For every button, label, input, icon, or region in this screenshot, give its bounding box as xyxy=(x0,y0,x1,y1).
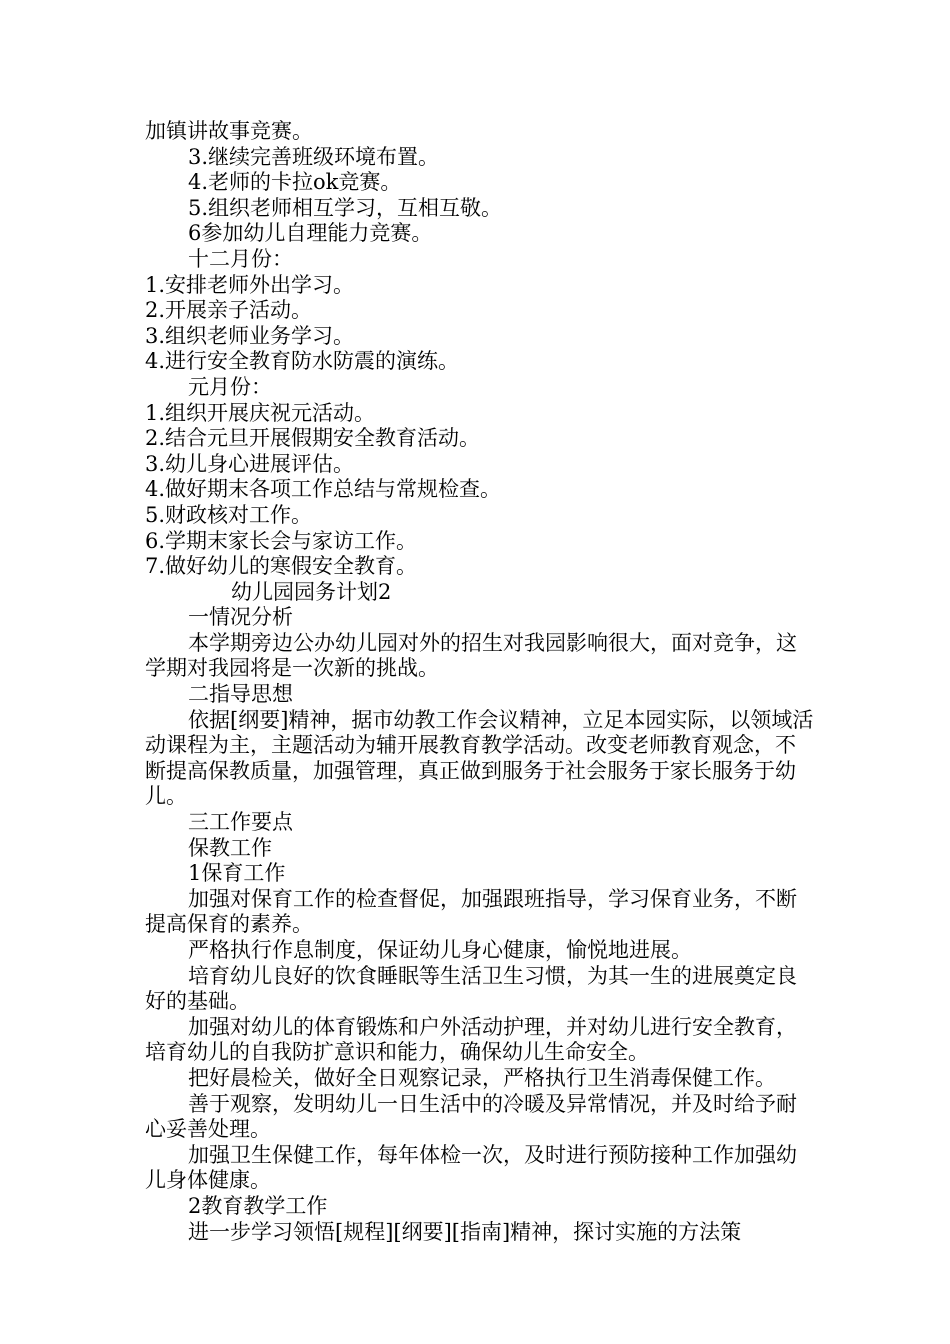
paragraph: 加镇讲故事竞赛。 xyxy=(145,119,313,143)
paragraph: 培育幼儿良好的饮食睡眠等生活卫生习惯，为其一生的进展奠定良好的基础。 xyxy=(145,963,797,1014)
paragraph: 5.财政核对工作。 xyxy=(145,502,313,527)
paragraph: 3.组织老师业务学习。 xyxy=(145,323,355,348)
paragraph: 本学期旁边公办幼儿园对外的招生对我园影响很大，面对竞争，这学期对我园将是一次新的挑战。 xyxy=(145,630,797,681)
paragraph: 二指导思想 xyxy=(188,682,293,707)
paragraph: 严格执行作息制度，保证幼儿身心健康，愉悦地进展。 xyxy=(188,938,692,962)
paragraph: 4.进行安全教育防水防震的演练。 xyxy=(145,349,460,374)
paragraph: 三工作要点 xyxy=(188,810,293,835)
paragraph: 4.老师的卡拉ok竞赛。 xyxy=(188,170,402,195)
paragraph: 元月份： xyxy=(188,374,272,399)
paragraph: 十二月份： xyxy=(188,246,293,271)
paragraph: 保教工作 xyxy=(188,835,272,860)
paragraph: 1.安排老师外出学习。 xyxy=(145,272,355,297)
paragraph: 2.结合元旦开展假期安全教育活动。 xyxy=(145,426,481,451)
paragraph: 6.学期末家长会与家访工作。 xyxy=(145,528,418,553)
paragraph: 3.幼儿身心进展评估。 xyxy=(145,451,355,476)
paragraph: 加强对保育工作的检查督促，加强跟班指导，学习保育业务，不断提高保育的素养。 xyxy=(145,886,797,937)
paragraph: 1.组织开展庆祝元活动。 xyxy=(145,400,376,425)
paragraph: 2.开展亲子活动。 xyxy=(145,298,313,323)
paragraph: 一情况分析 xyxy=(188,605,293,630)
paragraph: 3.继续完善班级环境布置。 xyxy=(188,144,440,169)
paragraph: 6参加幼儿自理能力竞赛。 xyxy=(188,221,433,246)
paragraph: 4.做好期末各项工作总结与常规检查。 xyxy=(145,477,502,502)
paragraph: 加强对幼儿的体育锻炼和户外活动护理，并对幼儿进行安全教育，培育幼儿的自我防扩意识和能力，确保幼儿生命安全。 xyxy=(145,1014,797,1065)
document-body xyxy=(145,119,815,1245)
paragraph: 5.组织老师相互学习，互相互敬。 xyxy=(188,195,503,220)
paragraph: 进一步学习领悟[规程][纲要][指南]精神，探讨实施的方法策 xyxy=(188,1219,742,1244)
paragraph: 7.做好幼儿的寒假安全教育。 xyxy=(145,554,418,579)
paragraph: 1保育工作 xyxy=(188,861,286,886)
section-title: 幼儿园园务计划2 xyxy=(231,579,392,604)
paragraph: 善于观察，发明幼儿一日生活中的冷暖及异常情况，并及时给予耐心妥善处理。 xyxy=(145,1091,797,1142)
paragraph: 把好晨检关，做好全日观察记录，严格执行卫生消毒保健工作。 xyxy=(188,1065,776,1090)
paragraph: 2教育教学工作 xyxy=(188,1193,328,1218)
paragraph: 加强卫生保健工作，每年体检一次，及时进行预防接种工作加强幼儿身体健康。 xyxy=(145,1142,797,1193)
paragraph: 依据[纲要]精神，据市幼教工作会议精神，立足本园实际，以领域活动课程为主，主题活动为辅开展教育教学活动。改变老师教育观念，不断提高保教质量，加强管理，真正做到服务于社会服务于家长服务于幼儿。 xyxy=(145,707,814,809)
